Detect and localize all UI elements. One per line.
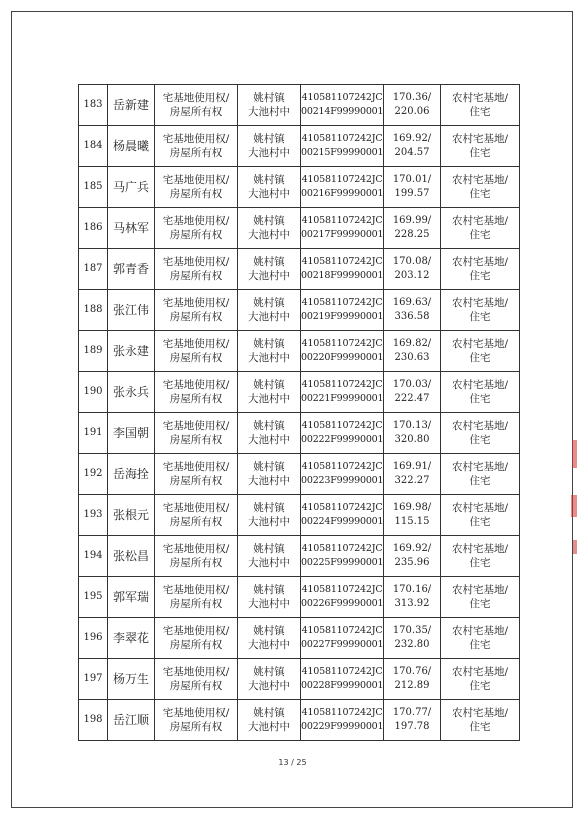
cell-location-line: 大池村中 (248, 598, 290, 610)
cell-right-type (155, 208, 238, 249)
cell-number: 188 (79, 290, 108, 331)
cell-area-line: 212.89 (394, 680, 430, 691)
cell-location-line: 姚村镇 (253, 133, 285, 145)
cell-usage-line: 农村宅基地/ (451, 707, 509, 719)
cell-location-line: 姚村镇 (253, 543, 285, 555)
cell-number: 195 (79, 577, 108, 618)
cell-unit-code-line: 410581107242JC (301, 297, 383, 308)
cell-location-line: 大池村中 (248, 434, 290, 446)
cell-area (384, 536, 441, 577)
cell-unit-code-line: 00217F99990001 (301, 229, 384, 240)
cell-area-line: 170.36/ (392, 92, 432, 103)
cell-unit-code (301, 167, 384, 208)
cell-usage-line: 农村宅基地/ (451, 666, 509, 678)
table-row (79, 536, 520, 577)
cell-right-type-line: 房屋所有权 (169, 270, 223, 282)
cell-location (238, 495, 301, 536)
cell-usage-line: 住宅 (469, 147, 491, 159)
cell-location (238, 208, 301, 249)
cell-location-line: 姚村镇 (253, 420, 285, 432)
cell-owner-name: 张根元 (108, 495, 155, 536)
cell-location (238, 618, 301, 659)
cell-location (238, 454, 301, 495)
cell-usage-line: 住宅 (469, 311, 491, 323)
cell-unit-code (301, 85, 384, 126)
cell-usage (441, 208, 520, 249)
cell-unit-code (301, 536, 384, 577)
cell-location-line: 大池村中 (248, 106, 290, 118)
cell-unit-code-line: 00228F99990001 (301, 680, 384, 691)
cell-location-line: 大池村中 (248, 680, 290, 692)
cell-owner-name: 张永建 (108, 331, 155, 372)
cell-right-type-line: 房屋所有权 (169, 721, 223, 733)
seal-fragment (573, 540, 577, 554)
cell-owner-name: 李国朝 (108, 413, 155, 454)
cell-owner-name: 马广兵 (108, 167, 155, 208)
cell-unit-code-line: 00227F99990001 (301, 639, 384, 650)
cell-unit-code-line: 410581107242JC (301, 256, 383, 267)
cell-area-line: 235.96 (394, 557, 430, 568)
page-number: 13 / 25 (278, 758, 307, 767)
table-row (79, 85, 520, 126)
cell-unit-code (301, 331, 384, 372)
cell-usage (441, 700, 520, 741)
cell-area-line: 222.47 (394, 393, 430, 404)
cell-usage-line: 农村宅基地/ (451, 133, 509, 145)
cell-right-type-line: 房屋所有权 (169, 557, 223, 569)
cell-number: 189 (79, 331, 108, 372)
cell-right-type (155, 700, 238, 741)
cell-usage-line: 住宅 (469, 270, 491, 282)
cell-area (384, 331, 441, 372)
cell-usage (441, 167, 520, 208)
cell-location-line: 大池村中 (248, 475, 290, 487)
cell-usage-line: 住宅 (469, 229, 491, 241)
cell-location-line: 姚村镇 (253, 461, 285, 473)
cell-unit-code-line: 410581107242JC (301, 543, 383, 554)
cell-usage (441, 536, 520, 577)
cell-unit-code-line: 00225F99990001 (301, 557, 384, 568)
cell-area-line: 170.76/ (392, 666, 432, 677)
cell-owner-name: 杨万生 (108, 659, 155, 700)
cell-usage-line: 农村宅基地/ (451, 338, 509, 350)
cell-right-type-line: 宅基地使用权/ (162, 256, 230, 268)
cell-usage-line: 农村宅基地/ (451, 256, 509, 268)
cell-number: 190 (79, 372, 108, 413)
cell-right-type-line: 房屋所有权 (169, 639, 223, 651)
cell-location-line: 姚村镇 (253, 215, 285, 227)
cell-area-line: 203.12 (394, 270, 430, 281)
cell-unit-code (301, 577, 384, 618)
cell-usage (441, 577, 520, 618)
cell-number: 183 (79, 85, 108, 126)
cell-location-line: 大池村中 (248, 639, 290, 651)
cell-area (384, 249, 441, 290)
cell-area (384, 290, 441, 331)
cell-area (384, 167, 441, 208)
cell-unit-code-line: 410581107242JC (301, 584, 383, 595)
cell-unit-code-line: 00218F99990001 (301, 270, 384, 281)
cell-location (238, 659, 301, 700)
cell-unit-code-line: 410581107242JC (301, 379, 383, 390)
cell-number: 196 (79, 618, 108, 659)
cell-area-line: 169.91/ (392, 461, 432, 472)
cell-area-line: 199.57 (394, 188, 430, 199)
cell-usage (441, 372, 520, 413)
cell-area-line: 169.92/ (392, 133, 432, 144)
cell-area (384, 85, 441, 126)
cell-unit-code-line: 410581107242JC (301, 625, 383, 636)
cell-area (384, 126, 441, 167)
cell-owner-name: 郭军瑞 (108, 577, 155, 618)
cell-right-type (155, 536, 238, 577)
cell-area (384, 659, 441, 700)
cell-usage-line: 农村宅基地/ (451, 420, 509, 432)
cell-location (238, 290, 301, 331)
cell-area-line: 232.80 (394, 639, 430, 650)
cell-owner-name: 张松昌 (108, 536, 155, 577)
table-row (79, 618, 520, 659)
cell-number: 197 (79, 659, 108, 700)
cell-unit-code (301, 700, 384, 741)
cell-area (384, 618, 441, 659)
cell-usage-line: 住宅 (469, 188, 491, 200)
table-row (79, 454, 520, 495)
cell-right-type-line: 房屋所有权 (169, 516, 223, 528)
cell-right-type-line: 宅基地使用权/ (162, 174, 230, 186)
table-body (79, 85, 520, 741)
cell-area (384, 700, 441, 741)
cell-unit-code (301, 454, 384, 495)
cell-unit-code-line: 410581107242JC (301, 215, 383, 226)
cell-area-line: 169.98/ (392, 502, 432, 513)
cell-location-line: 姚村镇 (253, 256, 285, 268)
cell-usage (441, 618, 520, 659)
cell-unit-code-line: 00222F99990001 (301, 434, 384, 445)
cell-unit-code-line: 410581107242JC (301, 92, 383, 103)
cell-unit-code-line: 410581107242JC (301, 502, 383, 513)
cell-usage (441, 126, 520, 167)
cell-right-type-line: 宅基地使用权/ (162, 666, 230, 678)
cell-owner-name: 岳新建 (108, 85, 155, 126)
cell-unit-code (301, 495, 384, 536)
cell-right-type (155, 372, 238, 413)
cell-number: 186 (79, 208, 108, 249)
table-row (79, 331, 520, 372)
cell-usage-line: 农村宅基地/ (451, 584, 509, 596)
cell-right-type (155, 167, 238, 208)
cell-unit-code-line: 410581107242JC (301, 133, 383, 144)
cell-owner-name: 岳江顺 (108, 700, 155, 741)
cell-location-line: 大池村中 (248, 188, 290, 200)
cell-unit-code-line: 00215F99990001 (301, 147, 384, 158)
cell-usage-line: 住宅 (469, 598, 491, 610)
cell-owner-name: 马林军 (108, 208, 155, 249)
cell-usage-line: 农村宅基地/ (451, 174, 509, 186)
cell-usage-line: 农村宅基地/ (451, 461, 509, 473)
cell-area-line: 197.78 (394, 721, 430, 732)
cell-usage-line: 住宅 (469, 393, 491, 405)
cell-area-line: 170.13/ (392, 420, 432, 431)
cell-number: 191 (79, 413, 108, 454)
cell-number: 184 (79, 126, 108, 167)
cell-location (238, 413, 301, 454)
cell-number: 193 (79, 495, 108, 536)
cell-right-type-line: 宅基地使用权/ (162, 625, 230, 637)
cell-area-line: 320.80 (394, 434, 430, 445)
cell-location-line: 大池村中 (248, 311, 290, 323)
cell-location (238, 536, 301, 577)
cell-location (238, 85, 301, 126)
cell-unit-code-line: 00214F99990001 (301, 106, 384, 117)
cell-usage (441, 454, 520, 495)
cell-unit-code (301, 290, 384, 331)
cell-right-type (155, 413, 238, 454)
cell-location (238, 372, 301, 413)
cell-usage-line: 农村宅基地/ (451, 543, 509, 555)
cell-right-type (155, 126, 238, 167)
cell-number: 185 (79, 167, 108, 208)
cell-location-line: 姚村镇 (253, 297, 285, 309)
table-row (79, 700, 520, 741)
cell-area (384, 495, 441, 536)
cell-usage-line: 农村宅基地/ (451, 625, 509, 637)
cell-owner-name: 岳海拴 (108, 454, 155, 495)
cell-location-line: 姚村镇 (253, 379, 285, 391)
cell-usage-line: 住宅 (469, 106, 491, 118)
cell-location (238, 331, 301, 372)
cell-area-line: 170.08/ (392, 256, 432, 267)
cell-right-type-line: 宅基地使用权/ (162, 420, 230, 432)
cell-unit-code-line: 410581107242JC (301, 420, 383, 431)
cell-right-type-line: 房屋所有权 (169, 188, 223, 200)
cell-area-line: 204.57 (394, 147, 430, 158)
cell-usage (441, 331, 520, 372)
cell-usage-line: 农村宅基地/ (451, 92, 509, 104)
cell-owner-name: 杨晨曦 (108, 126, 155, 167)
cell-location-line: 大池村中 (248, 270, 290, 282)
cell-unit-code-line: 410581107242JC (301, 666, 383, 677)
cell-location (238, 249, 301, 290)
table-row (79, 372, 520, 413)
cell-location-line: 大池村中 (248, 352, 290, 364)
cell-location-line: 大池村中 (248, 393, 290, 405)
cell-right-type (155, 249, 238, 290)
cell-location-line: 姚村镇 (253, 707, 285, 719)
cell-number: 198 (79, 700, 108, 741)
cell-right-type-line: 宅基地使用权/ (162, 707, 230, 719)
table-row (79, 495, 520, 536)
cell-usage-line: 住宅 (469, 557, 491, 569)
table-row (79, 659, 520, 700)
cell-location-line: 姚村镇 (253, 502, 285, 514)
cell-right-type-line: 宅基地使用权/ (162, 379, 230, 391)
cell-right-type (155, 454, 238, 495)
seal-fragment (571, 495, 577, 517)
table-row (79, 249, 520, 290)
cell-unit-code-line: 00226F99990001 (301, 598, 384, 609)
cell-right-type (155, 85, 238, 126)
cell-area (384, 372, 441, 413)
cell-location-line: 姚村镇 (253, 625, 285, 637)
cell-right-type (155, 331, 238, 372)
cell-usage-line: 住宅 (469, 475, 491, 487)
table-row (79, 167, 520, 208)
cell-right-type-line: 宅基地使用权/ (162, 297, 230, 309)
cell-area-line: 228.25 (394, 229, 430, 240)
table-row (79, 290, 520, 331)
cell-usage-line: 住宅 (469, 721, 491, 733)
cell-right-type-line: 房屋所有权 (169, 680, 223, 692)
cell-area-line: 169.82/ (392, 338, 432, 349)
cell-unit-code-line: 00221F99990001 (301, 393, 384, 404)
cell-right-type-line: 房屋所有权 (169, 147, 223, 159)
table-row (79, 126, 520, 167)
cell-usage-line: 农村宅基地/ (451, 379, 509, 391)
cell-usage-line: 住宅 (469, 639, 491, 651)
cell-unit-code-line: 410581107242JC (301, 461, 383, 472)
registration-table (78, 84, 520, 741)
cell-area-line: 220.06 (394, 106, 430, 117)
cell-unit-code (301, 126, 384, 167)
cell-right-type-line: 房屋所有权 (169, 393, 223, 405)
cell-usage-line: 住宅 (469, 434, 491, 446)
table-row (79, 208, 520, 249)
cell-right-type-line: 房屋所有权 (169, 352, 223, 364)
cell-area (384, 208, 441, 249)
cell-unit-code-line: 410581107242JC (301, 174, 383, 185)
cell-right-type-line: 房屋所有权 (169, 434, 223, 446)
cell-right-type (155, 659, 238, 700)
cell-location-line: 大池村中 (248, 516, 290, 528)
cell-area-line: 169.63/ (392, 297, 432, 308)
cell-right-type (155, 618, 238, 659)
cell-location (238, 167, 301, 208)
cell-unit-code (301, 208, 384, 249)
cell-right-type (155, 577, 238, 618)
cell-area-line: 170.16/ (392, 584, 432, 595)
cell-usage-line: 农村宅基地/ (451, 502, 509, 514)
cell-right-type-line: 房屋所有权 (169, 475, 223, 487)
cell-owner-name: 张永兵 (108, 372, 155, 413)
cell-location-line: 大池村中 (248, 229, 290, 241)
cell-unit-code-line: 00224F99990001 (301, 516, 384, 527)
cell-usage-line: 住宅 (469, 680, 491, 692)
cell-area-line: 313.92 (394, 598, 430, 609)
cell-area-line: 230.63 (394, 352, 430, 363)
cell-usage (441, 249, 520, 290)
cell-right-type-line: 宅基地使用权/ (162, 543, 230, 555)
cell-area-line: 322.27 (394, 475, 430, 486)
cell-usage (441, 495, 520, 536)
cell-usage-line: 农村宅基地/ (451, 215, 509, 227)
cell-unit-code-line: 410581107242JC (301, 338, 383, 349)
table-row (79, 577, 520, 618)
cell-right-type-line: 宅基地使用权/ (162, 502, 230, 514)
cell-right-type-line: 房屋所有权 (169, 106, 223, 118)
cell-unit-code-line: 00219F99990001 (301, 311, 384, 322)
cell-right-type (155, 290, 238, 331)
cell-usage (441, 659, 520, 700)
cell-location-line: 姚村镇 (253, 666, 285, 678)
cell-area-line: 170.35/ (392, 625, 432, 636)
cell-unit-code-line: 00220F99990001 (301, 352, 384, 363)
cell-location (238, 700, 301, 741)
cell-usage-line: 住宅 (469, 516, 491, 528)
cell-number: 187 (79, 249, 108, 290)
cell-owner-name: 张江伟 (108, 290, 155, 331)
cell-right-type-line: 宅基地使用权/ (162, 584, 230, 596)
cell-area-line: 170.77/ (392, 707, 432, 718)
cell-unit-code-line: 00216F99990001 (301, 188, 384, 199)
cell-area-line: 169.92/ (392, 543, 432, 554)
cell-unit-code-line: 00223F99990001 (301, 475, 384, 486)
cell-usage-line: 住宅 (469, 352, 491, 364)
cell-right-type-line: 房屋所有权 (169, 229, 223, 241)
cell-unit-code (301, 618, 384, 659)
cell-owner-name: 李翠花 (108, 618, 155, 659)
cell-location-line: 大池村中 (248, 721, 290, 733)
cell-right-type (155, 495, 238, 536)
cell-number: 192 (79, 454, 108, 495)
cell-unit-code (301, 249, 384, 290)
table-row (79, 413, 520, 454)
cell-area-line: 170.03/ (392, 379, 432, 390)
cell-location-line: 姚村镇 (253, 338, 285, 350)
cell-location (238, 577, 301, 618)
cell-location-line: 姚村镇 (253, 92, 285, 104)
cell-number: 194 (79, 536, 108, 577)
cell-location-line: 大池村中 (248, 557, 290, 569)
cell-unit-code (301, 659, 384, 700)
cell-usage (441, 290, 520, 331)
cell-unit-code (301, 413, 384, 454)
cell-usage (441, 413, 520, 454)
cell-area-line: 115.15 (394, 516, 430, 527)
cell-area (384, 454, 441, 495)
cell-right-type-line: 宅基地使用权/ (162, 92, 230, 104)
seal-fragment (572, 440, 577, 468)
cell-area (384, 413, 441, 454)
cell-unit-code-line: 410581107242JC (301, 707, 383, 718)
cell-area-line: 169.99/ (392, 215, 432, 226)
cell-right-type-line: 宅基地使用权/ (162, 133, 230, 145)
cell-right-type-line: 房屋所有权 (169, 598, 223, 610)
cell-right-type-line: 宅基地使用权/ (162, 215, 230, 227)
cell-owner-name: 郭青香 (108, 249, 155, 290)
cell-unit-code (301, 372, 384, 413)
cell-unit-code-line: 00229F99990001 (301, 721, 384, 732)
cell-area (384, 577, 441, 618)
cell-location (238, 126, 301, 167)
cell-location-line: 大池村中 (248, 147, 290, 159)
cell-right-type-line: 宅基地使用权/ (162, 461, 230, 473)
cell-right-type-line: 宅基地使用权/ (162, 338, 230, 350)
cell-area-line: 336.58 (394, 311, 430, 322)
cell-right-type-line: 房屋所有权 (169, 311, 223, 323)
cell-location-line: 姚村镇 (253, 584, 285, 596)
cell-usage-line: 农村宅基地/ (451, 297, 509, 309)
cell-usage (441, 85, 520, 126)
cell-location-line: 姚村镇 (253, 174, 285, 186)
cell-area-line: 170.01/ (392, 174, 432, 185)
